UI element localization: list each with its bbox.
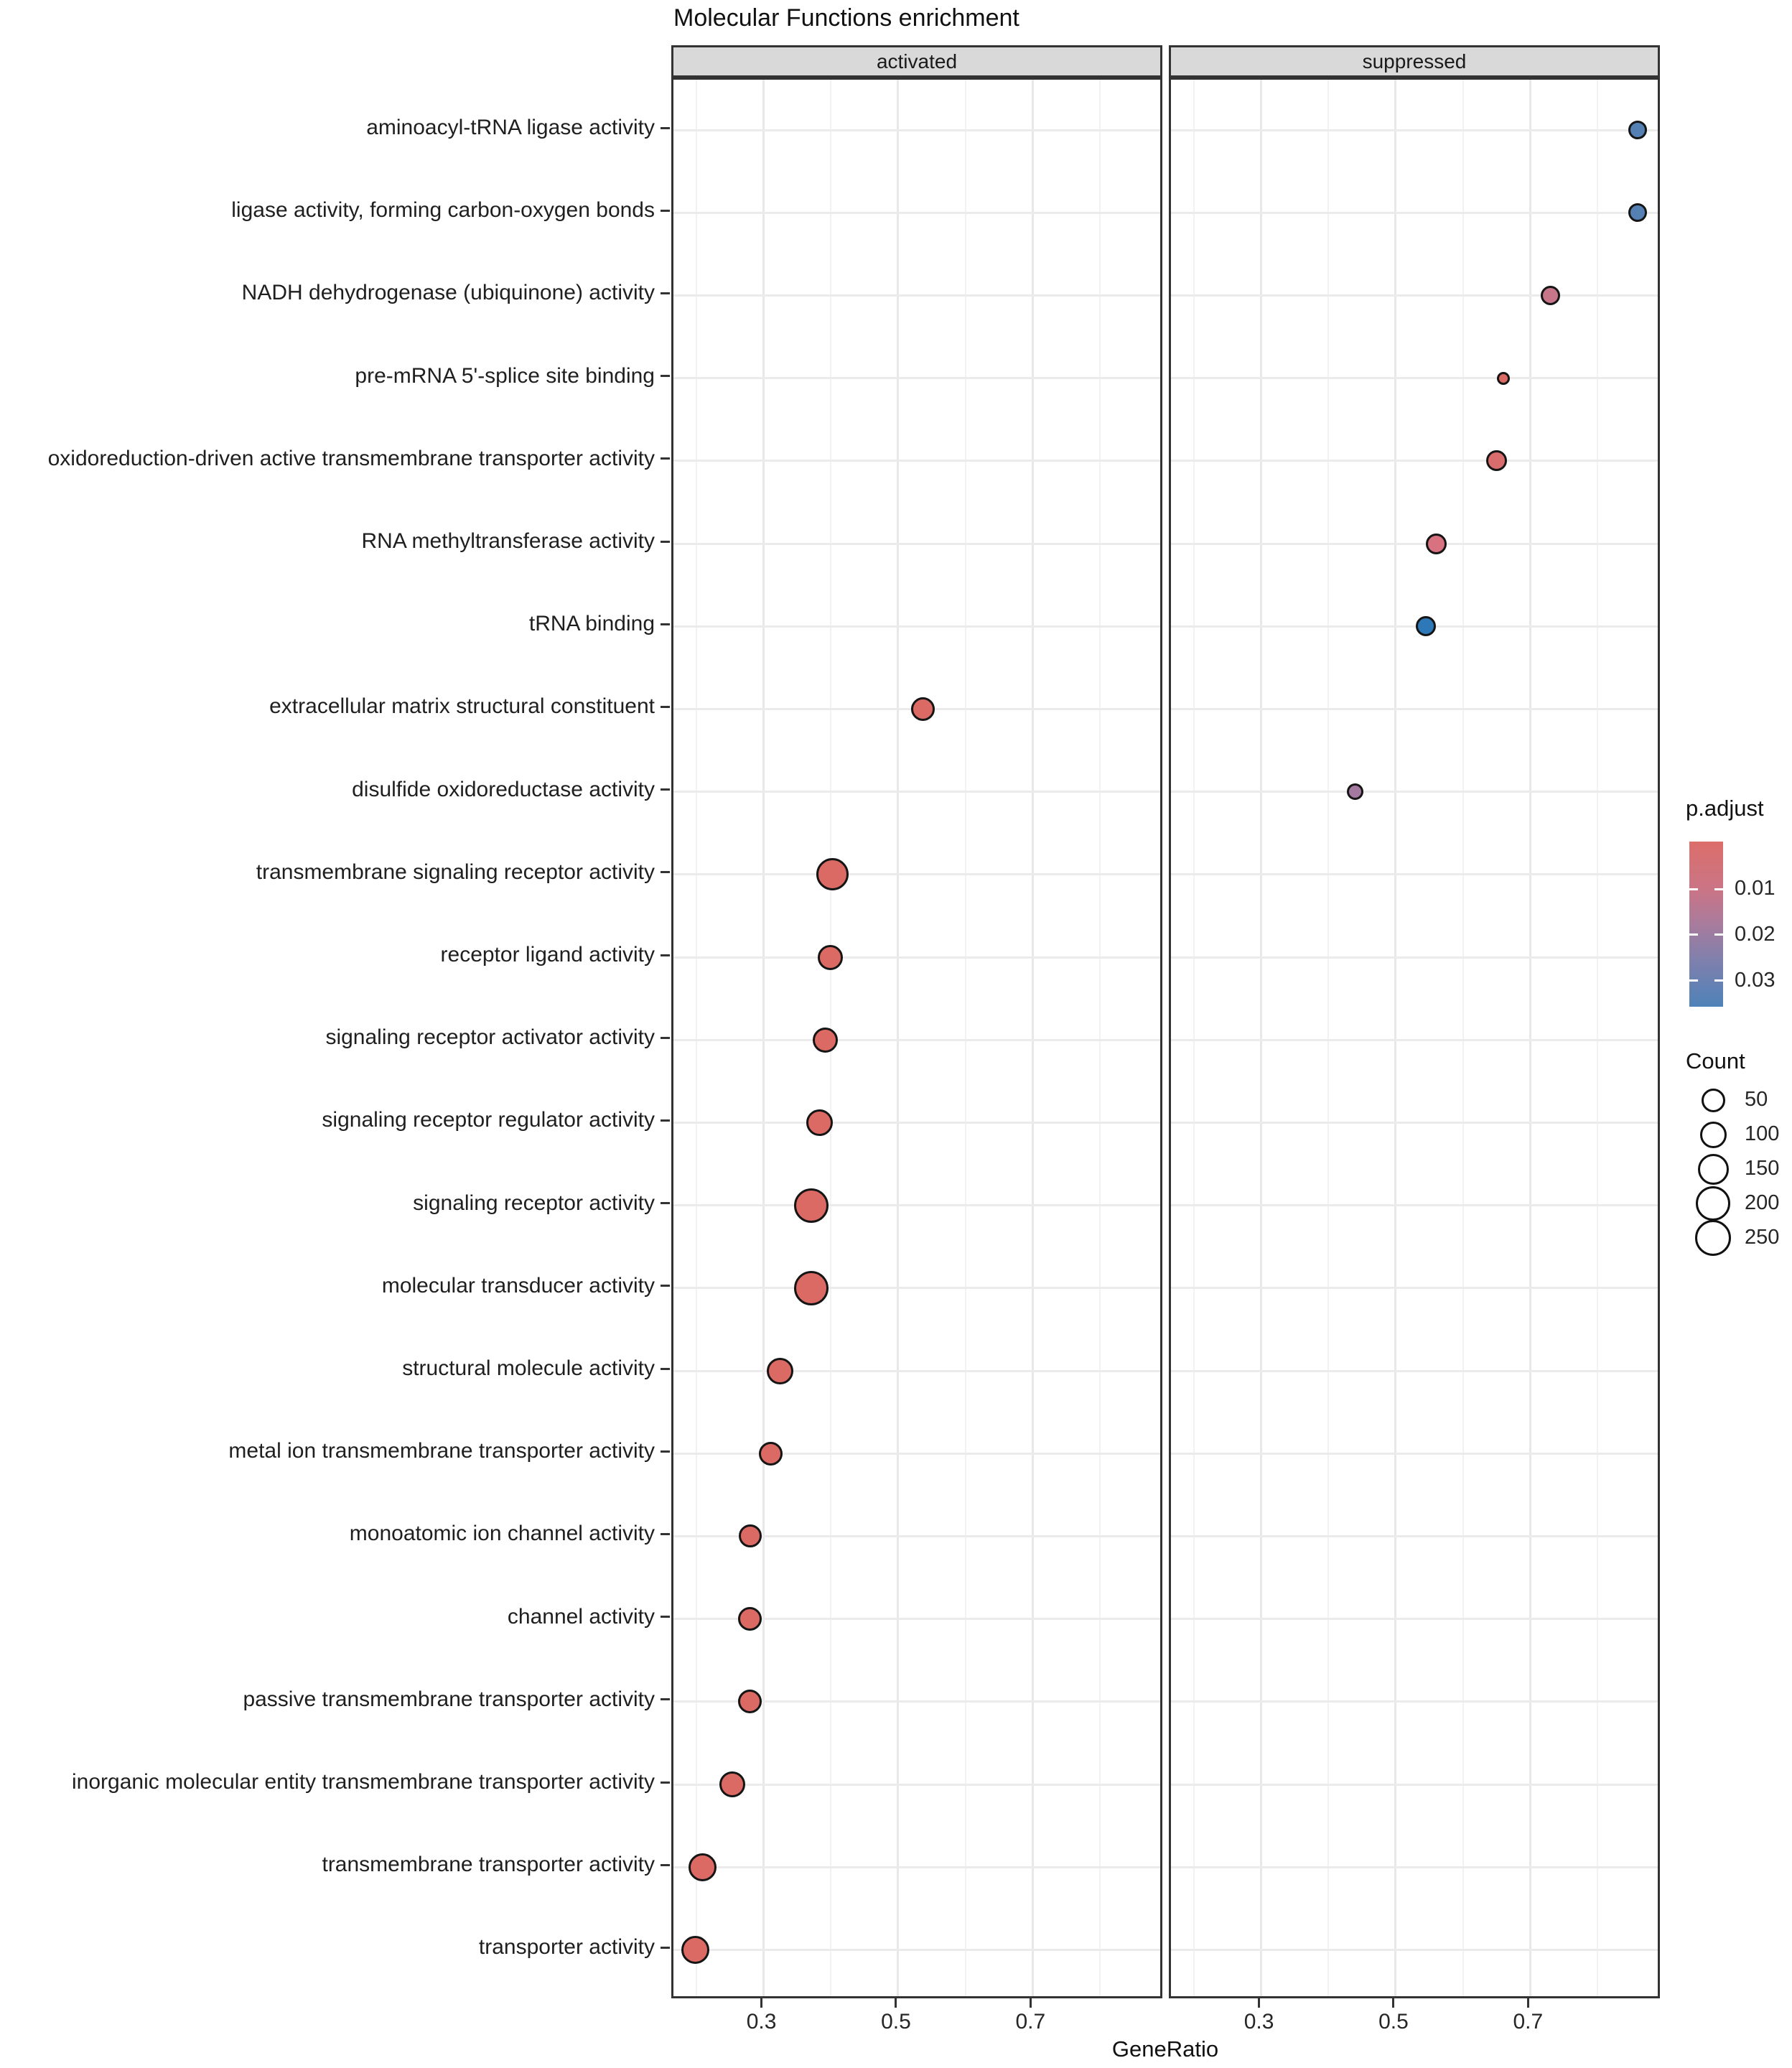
y-axis-category-label: passive transmembrane transporter activity	[243, 1687, 655, 1711]
gridline-row	[1171, 1204, 1658, 1206]
y-axis-tick	[661, 1202, 670, 1204]
y-axis-category-label: NADH dehydrogenase (ubiquinone) activity	[241, 281, 655, 305]
y-axis-category-label: ligase activity, forming carbon-oxygen bonds	[231, 198, 655, 223]
x-axis-tick-label: 0.3	[1243, 2010, 1274, 2034]
colorbar-tick-label: 0.01	[1735, 877, 1775, 900]
gridline-row	[1171, 873, 1658, 875]
y-axis-tick	[661, 1119, 670, 1122]
gridline-minor	[1462, 80, 1464, 1996]
data-point	[1541, 286, 1560, 305]
y-axis-tick	[661, 788, 670, 791]
y-axis-category-label: molecular transducer activity	[381, 1273, 655, 1298]
y-axis-tick	[661, 1616, 670, 1618]
data-point	[806, 1109, 833, 1136]
y-axis-tick	[661, 871, 670, 873]
count-legend-label: 100	[1745, 1122, 1780, 1145]
gridline-minor	[1193, 80, 1195, 1996]
x-axis-tick-label: 0.3	[746, 2010, 777, 2034]
data-point	[1486, 450, 1507, 471]
y-axis-tick	[661, 1285, 670, 1287]
facet-strip-suppressed	[1169, 45, 1660, 78]
colorbar-tick	[1689, 979, 1698, 982]
x-axis-tick-label: 0.7	[1015, 2010, 1046, 2034]
gridline-row	[1171, 294, 1658, 297]
y-axis-category-label: transporter activity	[478, 1935, 655, 1960]
y-axis-category-label: monoatomic ion channel activity	[349, 1522, 655, 1546]
data-point	[739, 1524, 762, 1547]
y-axis-tick	[661, 1533, 670, 1535]
data-point	[794, 1188, 829, 1223]
gridline-row	[1171, 1535, 1658, 1537]
gridline-row	[1171, 1370, 1658, 1372]
data-point	[816, 858, 849, 890]
gridline-row	[673, 1784, 1160, 1786]
x-axis-tick	[1258, 1998, 1260, 2008]
gridline-major	[1260, 80, 1262, 1996]
data-point	[689, 1853, 717, 1881]
gridline-row	[673, 625, 1160, 628]
y-axis-tick	[661, 127, 670, 129]
data-point	[1347, 783, 1363, 800]
data-point	[681, 1936, 709, 1964]
y-axis-category-label: aminoacyl-tRNA ligase activity	[366, 116, 655, 139]
count-legend-circle	[1700, 1122, 1727, 1148]
panel-suppressed	[1169, 78, 1660, 1998]
gridline-row	[673, 1453, 1160, 1455]
data-point	[1416, 616, 1436, 636]
gridline-row	[673, 294, 1160, 297]
y-axis-category-label: transmembrane transporter activity	[322, 1853, 655, 1877]
gridline-row	[1171, 129, 1658, 131]
y-axis-tick	[661, 1864, 670, 1866]
gridline-row	[1171, 1039, 1658, 1041]
data-point	[1497, 372, 1510, 385]
colorbar-tick	[1714, 979, 1723, 982]
y-axis-category-label: extracellular matrix structural constituent	[269, 694, 655, 719]
y-axis-tick	[661, 541, 670, 543]
x-axis-tick	[895, 1998, 897, 2008]
gridline-row	[673, 1949, 1160, 1951]
y-axis-tick	[661, 292, 670, 294]
x-axis-title: GeneRatio	[1111, 2036, 1219, 2062]
colorbar-tick	[1689, 933, 1698, 936]
y-axis-category-label: inorganic molecular entity transmembrane transporter activity	[71, 1770, 655, 1794]
y-axis-tick	[661, 1947, 670, 1949]
x-axis-tick	[1030, 1998, 1032, 2008]
gridline-row	[1171, 956, 1658, 959]
gridline-row	[673, 543, 1160, 545]
data-point	[794, 1271, 829, 1305]
gridline-row	[673, 1204, 1160, 1206]
data-point	[719, 1771, 745, 1797]
data-point	[1628, 121, 1647, 139]
gridline-minor	[1597, 80, 1598, 1996]
gridline-row	[1171, 1618, 1658, 1620]
gridline-minor	[1099, 80, 1101, 1996]
gridline-row	[673, 1039, 1160, 1041]
data-point	[738, 1607, 762, 1631]
facet-strip-activated-label: activated	[876, 50, 958, 73]
facet-strip-suppressed-label: suppressed	[1362, 50, 1467, 73]
gridline-row	[1171, 1700, 1658, 1703]
y-axis-category-label: disulfide oxidoreductase activity	[352, 777, 655, 801]
data-point	[738, 1690, 762, 1713]
gridline-minor	[1327, 80, 1329, 1996]
colorbar-tick	[1714, 888, 1723, 890]
y-axis-tick	[661, 623, 670, 625]
facet-strip-activated	[671, 45, 1162, 78]
data-point	[911, 697, 935, 721]
x-axis-tick-label: 0.7	[1513, 2010, 1544, 2034]
gridline-row	[1171, 708, 1658, 710]
gridline-row	[1171, 1784, 1658, 1786]
y-axis-category-label: receptor ligand activity	[440, 943, 655, 967]
y-axis-tick	[661, 706, 670, 708]
y-axis-category-label: signaling receptor activator activity	[325, 1025, 655, 1050]
gridline-major	[762, 80, 765, 1996]
y-axis-tick	[661, 1368, 670, 1370]
count-legend-circle	[1696, 1186, 1730, 1221]
gridline-major	[1032, 80, 1034, 1996]
padjust-colorbar	[1689, 842, 1723, 1007]
gridline-major	[897, 80, 899, 1996]
y-axis-tick	[661, 457, 670, 460]
y-axis-category-label: tRNA binding	[528, 612, 655, 636]
gridline-row	[673, 873, 1160, 875]
count-legend-label: 250	[1745, 1226, 1780, 1249]
gridline-row	[673, 129, 1160, 131]
data-point	[1628, 203, 1647, 222]
x-axis-tick-label: 0.5	[881, 2010, 911, 2034]
y-axis-tick	[661, 210, 670, 212]
gridline-minor	[965, 80, 966, 1996]
gridline-row	[673, 956, 1160, 959]
data-point	[767, 1358, 793, 1384]
gridline-minor	[696, 80, 697, 1996]
y-axis-category-label: channel activity	[507, 1604, 655, 1629]
gridline-row	[673, 1287, 1160, 1289]
data-point	[1426, 534, 1447, 554]
y-axis-tick	[661, 1450, 670, 1453]
gridline-major	[1394, 80, 1396, 1996]
gridline-row	[1171, 1122, 1658, 1124]
gridline-row	[1171, 1866, 1658, 1868]
y-axis-tick	[661, 954, 670, 956]
plot-title: Molecular Functions enrichment	[673, 4, 1019, 32]
gridline-row	[1171, 1453, 1658, 1455]
y-axis-tick	[661, 1781, 670, 1784]
colorbar-tick-label: 0.03	[1735, 968, 1775, 992]
data-point	[759, 1442, 783, 1466]
gridline-row	[673, 791, 1160, 793]
y-axis-category-label: signaling receptor regulator activity	[322, 1108, 655, 1132]
y-axis-category-label: RNA methyltransferase activity	[361, 529, 655, 553]
colorbar-tick	[1689, 888, 1698, 890]
data-point	[818, 945, 843, 970]
x-axis-tick	[760, 1998, 762, 2008]
data-point	[813, 1028, 838, 1053]
gridline-major	[1529, 80, 1531, 1996]
gridline-row	[673, 377, 1160, 379]
gridline-row	[673, 1866, 1160, 1868]
gridline-row	[1171, 377, 1658, 379]
colorbar-tick	[1714, 933, 1723, 936]
gridline-row	[1171, 791, 1658, 793]
colorbar-tick-label: 0.02	[1735, 922, 1775, 946]
gridline-row	[1171, 212, 1658, 214]
gridline-row	[1171, 543, 1658, 545]
y-axis-category-label: pre-mRNA 5'-splice site binding	[355, 363, 655, 388]
gridline-row	[1171, 1949, 1658, 1951]
count-legend-circle	[1702, 1089, 1725, 1112]
y-axis-category-label: metal ion transmembrane transporter activity	[228, 1439, 655, 1463]
gridline-row	[673, 1370, 1160, 1372]
y-axis-category-label: oxidoreduction-driven active transmembrane transporter activity	[47, 446, 655, 470]
legend-padjust-title: p.adjust	[1686, 796, 1764, 821]
gridline-row	[1171, 1287, 1658, 1289]
gridline-row	[673, 212, 1160, 214]
gridline-row	[673, 460, 1160, 462]
x-axis-tick	[1392, 1998, 1394, 2008]
gridline-row	[1171, 460, 1658, 462]
y-axis-tick	[661, 1037, 670, 1039]
y-axis-tick	[661, 1698, 670, 1700]
y-axis-category-label: transmembrane signaling receptor activity	[256, 860, 655, 884]
legend-count-title: Count	[1686, 1048, 1745, 1073]
gridline-row	[1171, 625, 1658, 628]
count-legend-label: 200	[1745, 1191, 1780, 1214]
y-axis-tick	[661, 375, 670, 377]
y-axis-category-label: signaling receptor activity	[413, 1191, 655, 1215]
count-legend-circle	[1698, 1154, 1729, 1185]
x-axis-tick-label: 0.5	[1378, 2010, 1409, 2034]
x-axis-tick	[1527, 1998, 1529, 2008]
count-legend-label: 150	[1745, 1157, 1780, 1180]
y-axis-category-label: structural molecule activity	[402, 1356, 655, 1380]
count-legend-label: 50	[1745, 1088, 1768, 1111]
count-legend-circle	[1695, 1220, 1731, 1256]
panel-activated	[671, 78, 1162, 1998]
gridline-row	[673, 1122, 1160, 1124]
